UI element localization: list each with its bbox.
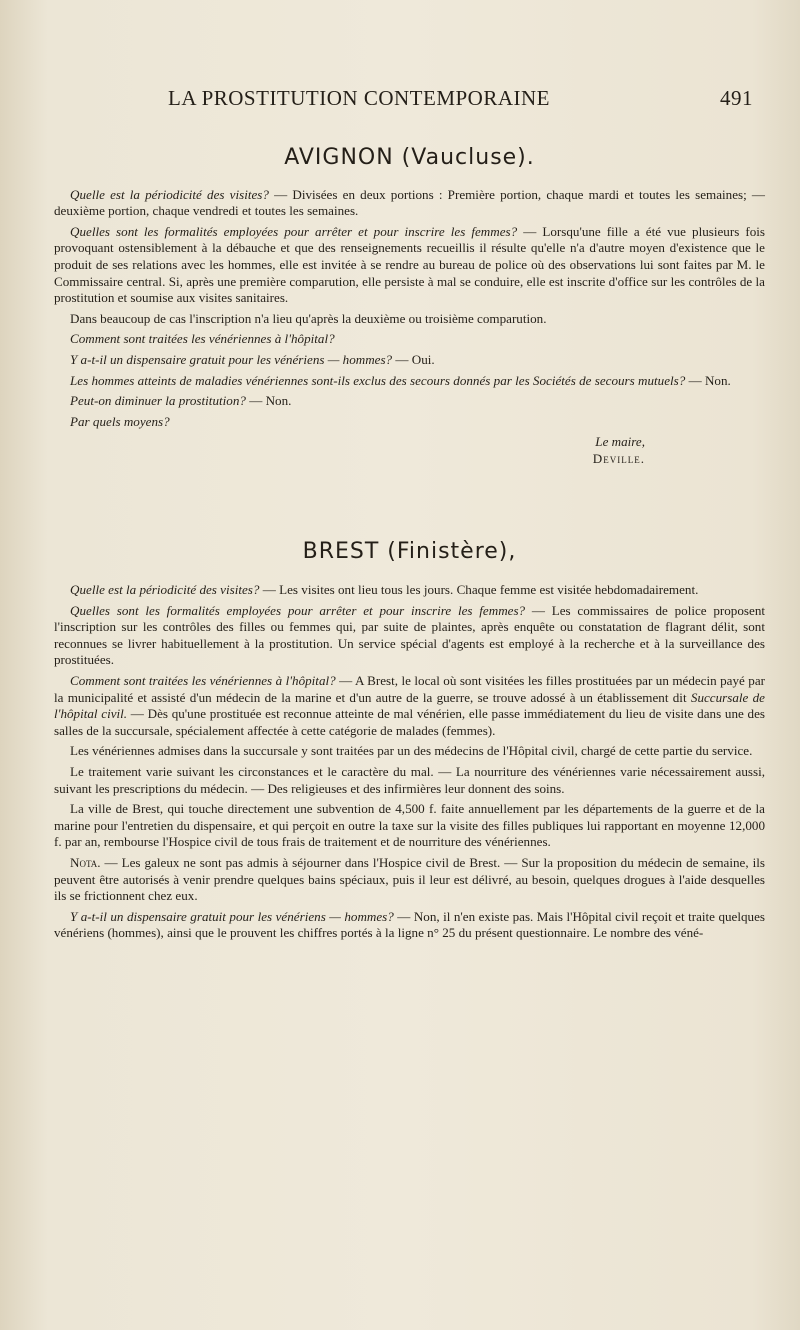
paragraph — [54, 393, 765, 410]
running-head — [0, 86, 800, 116]
section-spacer — [54, 468, 765, 544]
page-number: 491 — [720, 86, 753, 110]
paragraph — [54, 331, 765, 348]
paragraph — [54, 855, 765, 905]
nota-label: Nota. — [70, 855, 101, 870]
question: Comment sont traitées les vénériennes à l'hôpital? — [70, 331, 335, 347]
paragraph — [54, 373, 765, 390]
section-heading-brest: BREST (Finistère), — [302, 538, 517, 564]
question: Peut-on diminuer la prostitution? — [70, 393, 246, 409]
paragraph: Les vénériennes admises dans la succursale y sont traitées par un des médecins de l'Hôpital civil, chargé de cette partie du service. — [70, 743, 753, 759]
signature-role: Le maire, — [595, 434, 645, 450]
answer: — Lorsqu'une fille a été vue plusieurs fois provoquant ostensiblement à la débauche et que des renseignements recueillis il résulte qu'elle n'a d'autre moyen d'existence que le produit de ses relations avec les hommes, elle est invitée à se rendre au bureau de police où des observations lui sont faites par M. le Commissaire central. Si, après une première comparution, elle persiste à mal se conduire, elle est inscrite d'office sur les contrôles de la prostitution et soumise aux visites sanitaires. — [54, 223, 766, 306]
paragraph — [54, 603, 765, 669]
paragraph — [54, 582, 765, 599]
signature-block — [54, 434, 765, 467]
question: Les hommes atteints de maladies vénériennes sont-ils exclus des secours donnés par les Sociétés de secours mutuels? — [70, 372, 686, 388]
answer: — Non. — [685, 372, 731, 388]
paragraph — [54, 187, 765, 220]
answer: — A Brest, le local où sont visitées les filles prostituées par un médecin payé par la municipalité et assisté d'un médecin de la marine et d'un autre de la guerre, se trouve adossé à un établissement dit — [54, 673, 765, 705]
answer: — Dès qu'une prostituée est reconnue atteinte de mal vénérien, elle passe immédiatement du lieu de visite dans une des salles de la succursale, spécialement affectée à cette catégorie de malades (femmes). — [54, 706, 765, 738]
paragraph — [54, 352, 765, 369]
answer: — Non. — [245, 393, 292, 409]
answer: — Les visites ont lieu tous les jours. Chaque femme est visitée hebdomadairement. — [259, 582, 699, 598]
question: Quelle est la périodicité des visites? — [70, 582, 260, 598]
paragraph — [54, 224, 765, 307]
answer: — Non, il n'en existe pas. Mais l'Hôpital civil reçoit et traite quelques vénériens (hommes), ainsi que le prouvent les chiffres portés à la ligne n° 25 du présent questionnaire. Le nombre des véné- — [54, 908, 766, 941]
question: Y a-t-il un dispensaire gratuit pour les vénériens — hommes? — [70, 351, 393, 367]
question: Par quels moyens? — [70, 413, 170, 429]
answer: — Divisées en deux portions : Première portion, chaque mardi et toutes les semaines; — deuxième portion, chaque vendredi et toutes les semaines. — [54, 186, 765, 219]
section-heading-avignon: AVIGNON (Vaucluse). — [284, 145, 535, 170]
question: Y a-t-il un dispensaire gratuit pour les vénériens — hommes? — [70, 908, 394, 924]
paragraph — [54, 414, 765, 431]
question: Quelle est la périodicité des visites? — [70, 186, 269, 202]
paragraph — [54, 673, 765, 739]
paragraph — [54, 909, 765, 942]
answer: — Les commissaires de police proposent l'inscription sur les contrôles des filles ou femmes qui, par suite de plaintes, après enquête ou constatation de flagrant délit, sont reconnues se livrer habituellement à la prostitution. Un service spécial d'agents est employé à la recherche et à la surveillance des prostituées. — [54, 602, 765, 668]
question: Quelles sont les formalités employées pour arrêter et pour inscrire les femmes? — [70, 223, 518, 239]
page-body — [54, 145, 766, 946]
running-title: LA PROSTITUTION CONTEMPORAINE — [168, 86, 550, 110]
question: Comment sont traitées les vénériennes à l'hôpital? — [70, 673, 336, 689]
question: Quelles sont les formalités employées pour arrêter et pour inscrire les femmes? — [70, 602, 526, 618]
paragraph: La ville de Brest, qui touche directement une subvention de 4,500 f. faite annuellement par les départements de la guerre et de la marine pour l'entretien du dispensaire, et qui perçoit en outre la taxe sur la visite des filles publiques lui rapportant en moyenne 12,000 f. par an, rembourse l'Hospice civil de tous frais de traitement et de nourriture des vénériennes. — [54, 801, 765, 850]
nota-text: — Les galeux ne sont pas admis à séjourner dans l'Hospice civil de Brest. — Sur la proposition du médecin de semaine, ils peuvent être autorisés à venir prendre quelques bains spéciaux, puis il leur est délivré, au besoin, quelques drogues à l'aide desquelles ils se frictionnent chez eux. — [54, 855, 765, 904]
answer: — Oui. — [392, 351, 435, 367]
italic-term: Succursale de l'hôpital civil. — [54, 689, 765, 722]
signature-name: Deville. — [592, 450, 645, 466]
paragraph: Le traitement varie suivant les circonstances et le caractère du mal. — La nourriture des vénériennes varie nécessairement aussi, suivant les prescriptions du médecin. — Des religieuses et des infirmières leur donnent des soins. — [54, 764, 765, 796]
paragraph: Dans beaucoup de cas l'inscription n'a lieu qu'après la deuxième ou troisième comparution. — [70, 310, 547, 326]
